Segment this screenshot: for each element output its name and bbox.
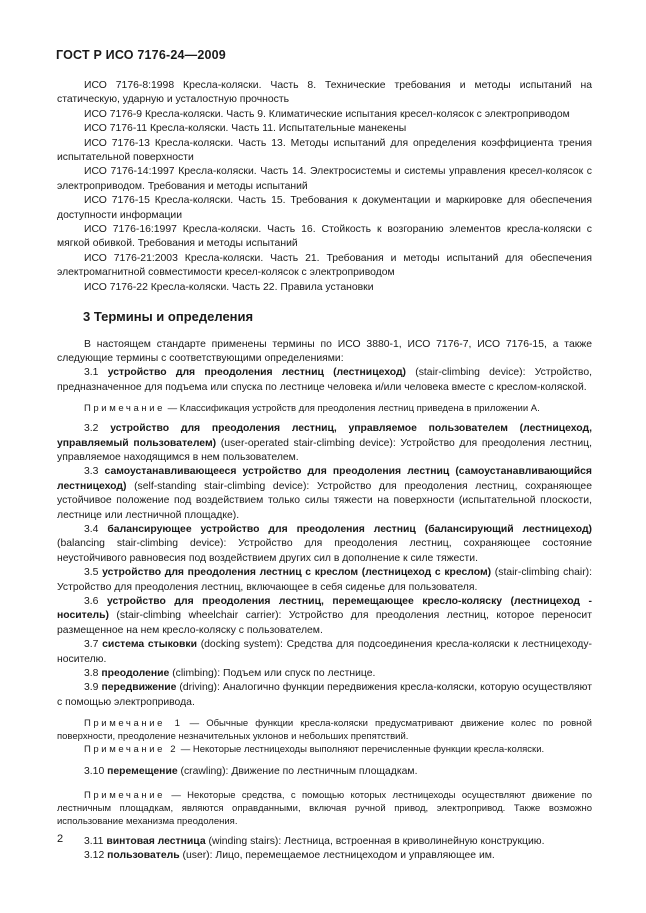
term-name: устройство для преодоления лестниц, перемещающее кресло-коляску (лестницеход - носитель) [57,596,592,622]
reference-item: ИСО 7176-15 Кресла-коляски. Часть 15. Требования к документации и маркировке для обеспечения доступности информации [57,195,592,221]
term-3-11: 3.11 винтовая лестница (winding stairs): Лестница, встроенная в криволинейную конструкцию. [84,835,545,847]
term-3-5: 3.5 устройство для преодоления лестниц с креслом (лестницеход с креслом) (stair-climbing chair): Устройство для преодоления лестниц, включающее в себя сиденье для пользователя. [57,567,593,593]
document-header: ГОСТ Р ИСО 7176-24—2009 [56,48,226,62]
reference-item: ИСО 7176-22 Кресла-коляски. Часть 22. Правила установки [84,281,374,293]
term-name: преодоление [101,668,170,680]
section-heading: 3 Термины и определения [83,309,254,325]
term-name: самоустанавливающееся устройство для преодоления лестниц (самоустанавливающийся лестницеход) [57,466,592,492]
term-3-7: 3.7 система стыковки (docking system): Средства для подсоединения кресла-коляски к лестницеходу-носителю. [57,639,592,665]
reference-item: ИСО 7176-9 Кресла-коляски. Часть 9. Климатические испытания кресел-колясок с электроприводом [84,108,570,120]
note-label: Примечание 2 [84,744,179,756]
term-3-12: 3.12 пользователь (user): Лицо, перемещаемое лестницеходом и управляющее им. [84,850,495,862]
term-3-10: 3.10 перемещение (crawling): Движение по лестничным площадкам. [84,766,418,778]
term-name: винтовая лестница [106,835,206,847]
term-3-6: 3.6 устройство для преодоления лестниц, перемещающее кресло-коляску (лестницеход - носитель) (stair-climbing wheelchair carrier): Устройство для преодоления лестниц, которое переносит размещенное на нем кресло-коляску с пользователем. [57,596,592,636]
reference-item: ИСО 7176-14:1997 Кресла-коляски. Часть 14. Электросистемы и системы управления кресел-колясок с электроприводом. Требования и методы испытаний [57,166,592,192]
term-name: балансирующее устройство для преодоления лестниц (балансирующий лестницеход) [107,523,593,535]
reference-item: ИСО 7176-11 Кресла-коляски. Часть 11. Испытательные манекены [84,123,407,135]
term-3-8: 3.8 преодоление (climbing): Подъем или спуск по лестнице. [84,668,376,680]
note: Примечание — Некоторые средства, с помощью которых лестницеходы осуществляют движение по лестничным площадкам, являются оправданными, включая ручной привод, электропривод. Также возможно использование механизма преодоления. [57,789,592,827]
note-label: Примечание 1 [84,718,183,730]
reference-item: ИСО 7176-13 Кресла-коляски. Часть 13. Методы испытаний для определения коэффициента трения испытательной поверхности [57,137,592,164]
page-number: 2 [57,833,64,845]
term-name: устройство для преодоления лестниц с креслом (лестницеход с креслом) [102,567,492,579]
reference-list [57,79,592,295]
note: Примечание 1 — Обычные функции кресла-коляски предусматривают движение колес по ровной поверхности, преодоление незначительных уклонов и небольших препятствий. [57,718,592,743]
document-body [57,79,592,863]
term-3-1: 3.1 устройство для преодоления лестниц (лестницеход) (stair-climbing device): Устройство, предназначенное для подъема или спуска по лестнице человека и/или человека вместе с креслом-коляской. [57,367,592,393]
reference-item: ИСО 7176-16:1997 Кресла-коляски. Часть 16. Стойкость к возгоранию элементов кресла-коляски с мягкой обивкой. Требования и методы испытаний [57,224,592,250]
term-3-2: 3.2 устройство для преодоления лестниц, управляемое пользователем (лестницеход, управляемый пользователем) (user-operated stair-climbing device): Устройство для преодоления лестниц, управляемое находящимся в нем пользователем. [57,423,593,463]
term-3-4: 3.4 балансирующее устройство для преодоления лестниц (балансирующий лестницеход) (balancing stair-climbing device): Устройство для преодоления лестниц, сохраняющее состояние неустойчивого равновесия под воздействием других сил в дополнение к силе тяжести. [57,523,593,564]
term-name: пользователь [107,850,180,862]
term-3-9: 3.9 передвижение (driving): Аналогично функции передвижения кресла-коляски, которую осуществляют с помощью электропривода. [57,682,592,708]
term-name: устройство для преодоления лестниц, управляемое пользователем (лестницеход, управляемый пользователем) [57,423,592,449]
note: Примечание 2 — Некоторые лестницеходы выполняют перечисленные функции кресла-коляски. [84,744,545,756]
note-label: Примечание [84,403,165,415]
reference-item: ИСО 7176-21:2003 Кресла-коляски. Часть 21. Требования и методы испытаний для обеспечения электромагнитной совместимости кресел-колясок с электроприводом [57,252,592,279]
term-name: передвижение [101,682,177,694]
section-intro: В настоящем стандарте применены термины по ИСО 3880-1, ИСО 7176-7, ИСО 7176-15, а также следующие термины с соответствующими определениями: [57,338,592,364]
term-name: система стыковки [102,639,197,651]
note-label: Примечание [84,789,165,801]
reference-item: ИСО 7176-8:1998 Кресла-коляски. Часть 8. Технические требования и методы испытаний на статическую, ударную и усталостную прочность [57,80,592,106]
term-name: устройство для преодоления лестниц (лестницеход) [107,367,407,379]
note: Примечание — Классификация устройств для преодоления лестниц приведена в приложении А. [84,403,540,415]
term-name: перемещение [107,766,178,778]
term-3-3: 3.3 самоустанавливающееся устройство для преодоления лестниц (самоустанавливающийся лестницеход) (self-standing stair-climbing device): Устройство для преодоления лестниц, сохраняющее устойчивое положение под воздействием только силы тяжести на поверхности (испытательной плоскости, лестнице или лестничной площадке). [57,466,592,521]
